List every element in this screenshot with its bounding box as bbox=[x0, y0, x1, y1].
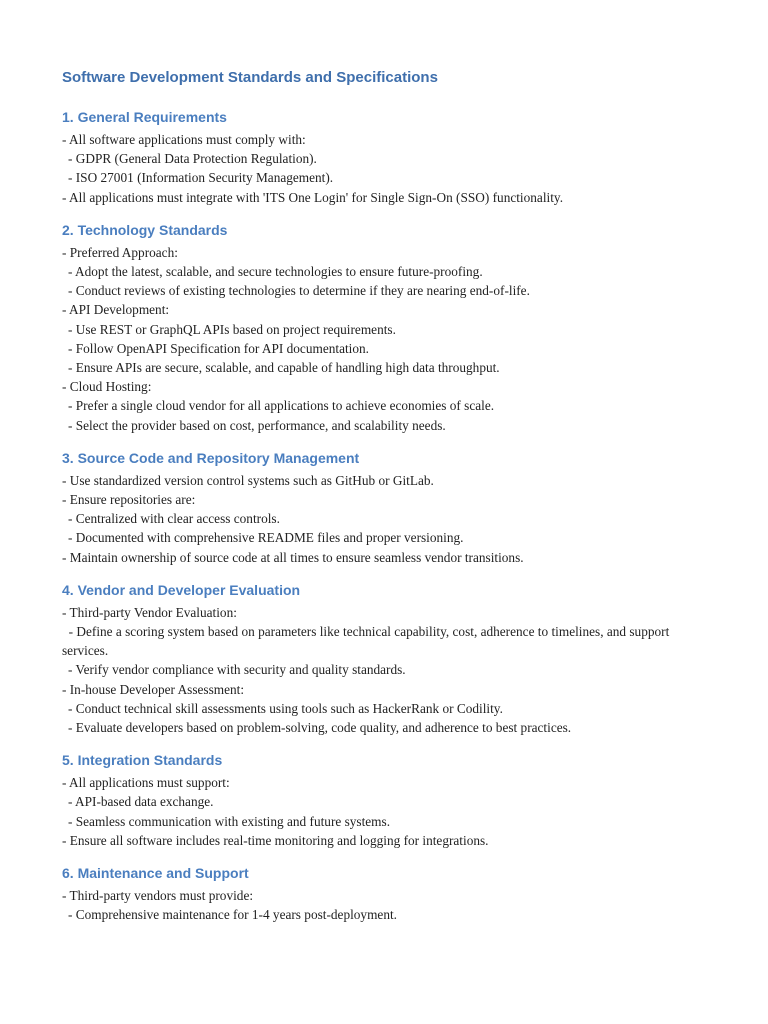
body-line: - Conduct technical skill assessments using tools such as HackerRank or Codility. bbox=[68, 700, 503, 716]
body-line: - Follow OpenAPI Specification for API documentation. bbox=[68, 340, 369, 356]
section-technology-standards bbox=[62, 219, 712, 435]
body-line: - API-based data exchange. bbox=[68, 794, 214, 810]
body-line: - Comprehensive maintenance for 1-4 years post-deployment. bbox=[68, 907, 397, 923]
section-general-requirements bbox=[62, 106, 712, 207]
section-source-code-management bbox=[62, 447, 712, 567]
body-line: - Seamless communication with existing and future systems. bbox=[68, 813, 391, 829]
document-title: Software Development Standards and Specifications bbox=[62, 69, 438, 86]
document-page bbox=[62, 66, 712, 937]
section-heading: 2. Technology Standards bbox=[62, 221, 228, 238]
body-line: - Select the provider based on cost, performance, and scalability needs. bbox=[68, 417, 446, 433]
body-line: - Centralized with clear access controls. bbox=[68, 511, 280, 527]
body-line: - Use standardized version control systems such as GitHub or GitLab. bbox=[62, 472, 434, 488]
section-maintenance-support bbox=[62, 862, 712, 924]
body-line: - In-house Developer Assessment: bbox=[62, 681, 245, 697]
body-line: - Prefer a single cloud vendor for all applications to achieve economies of scale. bbox=[68, 398, 495, 414]
body-line: - Use REST or GraphQL APIs based on project requirements. bbox=[68, 321, 396, 337]
body-line: - Ensure repositories are: bbox=[62, 492, 196, 508]
body-line: - GDPR (General Data Protection Regulation). bbox=[68, 151, 317, 167]
body-line: - Cloud Hosting: bbox=[62, 379, 152, 395]
body-line: - Third-party Vendor Evaluation: bbox=[62, 604, 237, 620]
body-line: - Ensure all software includes real-time monitoring and logging for integrations. bbox=[62, 832, 489, 848]
section-heading: 3. Source Code and Repository Management bbox=[62, 449, 360, 466]
body-line: - Documented with comprehensive README files and proper versioning. bbox=[68, 530, 464, 546]
body-line: - Third-party vendors must provide: bbox=[62, 888, 254, 904]
section-heading: 1. General Requirements bbox=[62, 109, 227, 125]
body-line: - Preferred Approach: bbox=[62, 244, 178, 260]
section-heading: 5. Integration Standards bbox=[62, 752, 223, 769]
body-line: - All software applications must comply with: bbox=[62, 132, 306, 147]
section-heading: 6. Maintenance and Support bbox=[62, 865, 249, 882]
body-line: - API Development: bbox=[62, 302, 170, 318]
body-line: - Adopt the latest, scalable, and secure technologies to ensure future-proofing. bbox=[68, 264, 483, 280]
body-line: - Maintain ownership of source code at all times to ensure seamless vendor transitions. bbox=[62, 549, 524, 565]
section-heading: 4. Vendor and Developer Evaluation bbox=[62, 581, 301, 598]
body-line: - All applications must integrate with 'ITS One Login' for Single Sign-On (SSO) functionality. bbox=[62, 189, 564, 205]
section-vendor-evaluation bbox=[62, 579, 712, 737]
body-line: - Ensure APIs are secure, scalable, and capable of handling high data throughput. bbox=[68, 360, 500, 376]
body-line: - Verify vendor compliance with security and quality standards. bbox=[68, 662, 406, 678]
section-integration-standards bbox=[62, 749, 712, 850]
body-line: - All applications must support: bbox=[62, 775, 230, 791]
body-line: - ISO 27001 (Information Security Management). bbox=[68, 170, 334, 186]
body-line: - Evaluate developers based on problem-solving, code quality, and adherence to best practices. bbox=[68, 720, 572, 736]
body-line: - Conduct reviews of existing technologies to determine if they are nearing end-of-life. bbox=[68, 283, 530, 299]
body-line: - Define a scoring system based on parameters like technical capability, cost, adherence to timelines, and support services. bbox=[62, 624, 673, 659]
